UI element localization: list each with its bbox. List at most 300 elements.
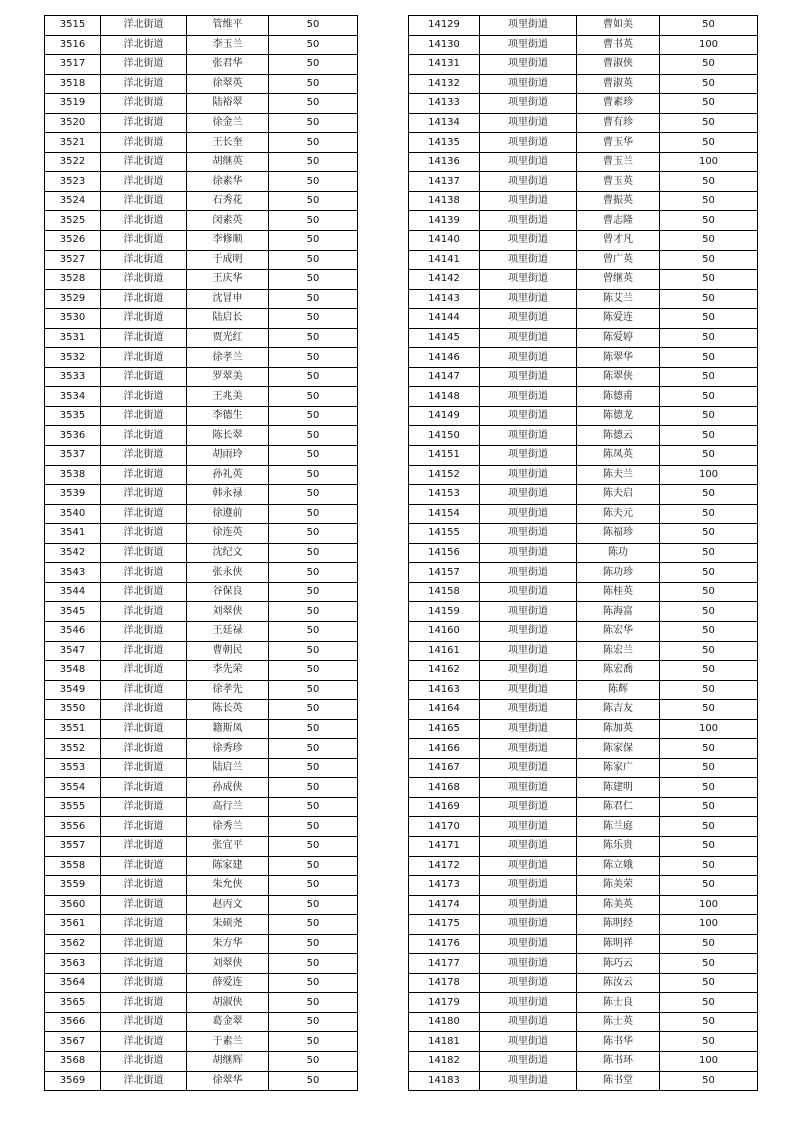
- amount-cell: 50: [660, 778, 758, 798]
- amount-cell: 100: [660, 1051, 758, 1071]
- amount-cell: 50: [660, 621, 758, 641]
- street-cell: 项里街道: [480, 700, 577, 720]
- street-cell: 项里街道: [480, 836, 577, 856]
- amount-cell: 50: [269, 309, 358, 329]
- street-cell: 洋北街道: [101, 55, 187, 75]
- table-row: [409, 35, 758, 55]
- record-id-cell: 14174: [409, 895, 480, 915]
- person-name-cell: 高行兰: [187, 797, 269, 817]
- amount-cell: 50: [660, 133, 758, 153]
- table-row: [45, 133, 358, 153]
- amount-cell: 50: [660, 172, 758, 192]
- left-roster-table: [44, 15, 358, 1091]
- person-name-cell: 朱硕尧: [187, 915, 269, 935]
- person-name-cell: 陈美荣: [577, 876, 660, 896]
- person-name-cell: 曾广英: [577, 250, 660, 270]
- person-name-cell: 陆裕翠: [187, 94, 269, 114]
- person-name-cell: 陈长翠: [187, 426, 269, 446]
- table-row: [45, 328, 358, 348]
- left-table-body: [45, 16, 358, 1091]
- amount-cell: 50: [269, 289, 358, 309]
- table-row: [409, 934, 758, 954]
- table-row: [45, 387, 358, 407]
- person-name-cell: 张永侠: [187, 563, 269, 583]
- person-name-cell: 曹书英: [577, 35, 660, 55]
- amount-cell: 50: [660, 954, 758, 974]
- table-row: [45, 250, 358, 270]
- record-id-cell: 14168: [409, 778, 480, 798]
- street-cell: 项里街道: [480, 934, 577, 954]
- amount-cell: 50: [269, 602, 358, 622]
- street-cell: 项里街道: [480, 250, 577, 270]
- street-cell: 洋北街道: [101, 1051, 187, 1071]
- person-name-cell: 陈德龙: [577, 406, 660, 426]
- record-id-cell: 14183: [409, 1071, 480, 1091]
- table-row: [409, 993, 758, 1013]
- street-cell: 项里街道: [480, 817, 577, 837]
- amount-cell: 100: [660, 152, 758, 172]
- person-name-cell: 陈建明: [577, 778, 660, 798]
- record-id-cell: 3543: [45, 563, 101, 583]
- table-row: [45, 680, 358, 700]
- person-name-cell: 徐金兰: [187, 113, 269, 133]
- street-cell: 洋北街道: [101, 719, 187, 739]
- person-name-cell: 徐翠英: [187, 74, 269, 94]
- record-id-cell: 3567: [45, 1032, 101, 1052]
- amount-cell: 50: [269, 152, 358, 172]
- person-name-cell: 曹志隆: [577, 211, 660, 231]
- person-name-cell: 徐连英: [187, 524, 269, 544]
- amount-cell: 50: [269, 446, 358, 466]
- street-cell: 洋北街道: [101, 876, 187, 896]
- person-name-cell: 陈翠华: [577, 348, 660, 368]
- record-id-cell: 14177: [409, 954, 480, 974]
- person-name-cell: 曹玉华: [577, 133, 660, 153]
- person-name-cell: 曹玉兰: [577, 152, 660, 172]
- record-id-cell: 3569: [45, 1071, 101, 1091]
- record-id-cell: 14148: [409, 387, 480, 407]
- amount-cell: 50: [269, 876, 358, 896]
- amount-cell: 50: [269, 973, 358, 993]
- street-cell: 项里街道: [480, 1012, 577, 1032]
- amount-cell: 50: [269, 915, 358, 935]
- table-row: [45, 406, 358, 426]
- table-row: [45, 426, 358, 446]
- amount-cell: 50: [269, 954, 358, 974]
- street-cell: 洋北街道: [101, 426, 187, 446]
- amount-cell: 50: [660, 1012, 758, 1032]
- person-name-cell: 徐孝兰: [187, 348, 269, 368]
- record-id-cell: 14165: [409, 719, 480, 739]
- record-id-cell: 3520: [45, 113, 101, 133]
- amount-cell: 50: [269, 993, 358, 1013]
- table-row: [409, 16, 758, 36]
- record-id-cell: 14152: [409, 465, 480, 485]
- record-id-cell: 14176: [409, 934, 480, 954]
- record-id-cell: 14180: [409, 1012, 480, 1032]
- record-id-cell: 14153: [409, 485, 480, 505]
- street-cell: 洋北街道: [101, 915, 187, 935]
- amount-cell: 50: [660, 1032, 758, 1052]
- person-name-cell: 陈德甫: [577, 387, 660, 407]
- table-row: [45, 504, 358, 524]
- record-id-cell: 3568: [45, 1051, 101, 1071]
- street-cell: 洋北街道: [101, 1032, 187, 1052]
- person-name-cell: 陈立娥: [577, 856, 660, 876]
- record-id-cell: 14170: [409, 817, 480, 837]
- street-cell: 洋北街道: [101, 270, 187, 290]
- record-id-cell: 3523: [45, 172, 101, 192]
- street-cell: 洋北街道: [101, 543, 187, 563]
- amount-cell: 50: [269, 895, 358, 915]
- record-id-cell: 3558: [45, 856, 101, 876]
- street-cell: 项里街道: [480, 231, 577, 251]
- person-name-cell: 王兆美: [187, 387, 269, 407]
- amount-cell: 50: [660, 74, 758, 94]
- record-id-cell: 3536: [45, 426, 101, 446]
- person-name-cell: 徐素华: [187, 172, 269, 192]
- table-row: [409, 172, 758, 192]
- table-row: [409, 915, 758, 935]
- table-row: [45, 1032, 358, 1052]
- street-cell: 洋北街道: [101, 602, 187, 622]
- person-name-cell: 孙成侠: [187, 778, 269, 798]
- record-id-cell: 14167: [409, 758, 480, 778]
- amount-cell: 50: [660, 817, 758, 837]
- table-row: [409, 602, 758, 622]
- table-row: [45, 582, 358, 602]
- street-cell: 洋北街道: [101, 563, 187, 583]
- record-id-cell: 14149: [409, 406, 480, 426]
- street-cell: 洋北街道: [101, 582, 187, 602]
- table-row: [409, 876, 758, 896]
- street-cell: 洋北街道: [101, 836, 187, 856]
- street-cell: 项里街道: [480, 856, 577, 876]
- amount-cell: 50: [269, 485, 358, 505]
- table-row: [409, 739, 758, 759]
- amount-cell: 50: [269, 739, 358, 759]
- person-name-cell: 陈功珍: [577, 563, 660, 583]
- street-cell: 洋北街道: [101, 465, 187, 485]
- street-cell: 洋北街道: [101, 504, 187, 524]
- table-row: [409, 270, 758, 290]
- amount-cell: 50: [660, 856, 758, 876]
- amount-cell: 50: [660, 876, 758, 896]
- record-id-cell: 14136: [409, 152, 480, 172]
- street-cell: 项里街道: [480, 211, 577, 231]
- street-cell: 洋北街道: [101, 661, 187, 681]
- record-id-cell: 3540: [45, 504, 101, 524]
- table-row: [45, 16, 358, 36]
- record-id-cell: 3537: [45, 446, 101, 466]
- person-name-cell: 张君华: [187, 55, 269, 75]
- record-id-cell: 3566: [45, 1012, 101, 1032]
- street-cell: 洋北街道: [101, 309, 187, 329]
- amount-cell: 50: [660, 309, 758, 329]
- street-cell: 项里街道: [480, 309, 577, 329]
- amount-cell: 100: [660, 465, 758, 485]
- record-id-cell: 14162: [409, 661, 480, 681]
- table-row: [45, 739, 358, 759]
- table-row: [45, 191, 358, 211]
- street-cell: 项里街道: [480, 387, 577, 407]
- person-name-cell: 曾才凡: [577, 231, 660, 251]
- record-id-cell: 3542: [45, 543, 101, 563]
- person-name-cell: 陈明经: [577, 915, 660, 935]
- table-row: [409, 758, 758, 778]
- record-id-cell: 3560: [45, 895, 101, 915]
- table-row: [409, 328, 758, 348]
- person-name-cell: 胡淑侠: [187, 993, 269, 1013]
- person-name-cell: 陈夫兰: [577, 465, 660, 485]
- person-name-cell: 胡雨玲: [187, 446, 269, 466]
- amount-cell: 50: [269, 113, 358, 133]
- street-cell: 洋北街道: [101, 113, 187, 133]
- amount-cell: 50: [269, 661, 358, 681]
- amount-cell: 50: [269, 74, 358, 94]
- street-cell: 项里街道: [480, 465, 577, 485]
- record-id-cell: 3531: [45, 328, 101, 348]
- record-id-cell: 3550: [45, 700, 101, 720]
- person-name-cell: 陈宏兰: [577, 641, 660, 661]
- person-name-cell: 陈长英: [187, 700, 269, 720]
- record-id-cell: 14129: [409, 16, 480, 36]
- street-cell: 洋北街道: [101, 191, 187, 211]
- person-name-cell: 石秀花: [187, 191, 269, 211]
- record-id-cell: 3553: [45, 758, 101, 778]
- table-row: [45, 973, 358, 993]
- amount-cell: 50: [269, 133, 358, 153]
- street-cell: 项里街道: [480, 74, 577, 94]
- amount-cell: 50: [269, 797, 358, 817]
- table-row: [409, 387, 758, 407]
- person-name-cell: 陈巧云: [577, 954, 660, 974]
- amount-cell: 50: [269, 94, 358, 114]
- street-cell: 洋北街道: [101, 641, 187, 661]
- amount-cell: 50: [660, 739, 758, 759]
- amount-cell: 50: [269, 836, 358, 856]
- right-table-body: [409, 16, 758, 1091]
- street-cell: 洋北街道: [101, 387, 187, 407]
- record-id-cell: 14139: [409, 211, 480, 231]
- person-name-cell: 陈书环: [577, 1051, 660, 1071]
- amount-cell: 50: [269, 426, 358, 446]
- amount-cell: 50: [660, 485, 758, 505]
- street-cell: 洋北街道: [101, 446, 187, 466]
- record-id-cell: 3521: [45, 133, 101, 153]
- amount-cell: 50: [660, 270, 758, 290]
- record-id-cell: 3562: [45, 934, 101, 954]
- table-row: [409, 856, 758, 876]
- street-cell: 项里街道: [480, 35, 577, 55]
- amount-cell: 50: [660, 797, 758, 817]
- street-cell: 项里街道: [480, 641, 577, 661]
- amount-cell: 50: [269, 543, 358, 563]
- record-id-cell: 14130: [409, 35, 480, 55]
- person-name-cell: 籍斯凤: [187, 719, 269, 739]
- street-cell: 洋北街道: [101, 406, 187, 426]
- amount-cell: 50: [660, 191, 758, 211]
- record-id-cell: 14169: [409, 797, 480, 817]
- amount-cell: 50: [269, 270, 358, 290]
- person-name-cell: 李德生: [187, 406, 269, 426]
- table-row: [45, 1051, 358, 1071]
- amount-cell: 50: [660, 426, 758, 446]
- record-id-cell: 3541: [45, 524, 101, 544]
- amount-cell: 50: [269, 387, 358, 407]
- street-cell: 项里街道: [480, 778, 577, 798]
- table-row: [409, 797, 758, 817]
- table-row: [45, 211, 358, 231]
- street-cell: 项里街道: [480, 758, 577, 778]
- street-cell: 洋北街道: [101, 16, 187, 36]
- record-id-cell: 3551: [45, 719, 101, 739]
- record-id-cell: 14146: [409, 348, 480, 368]
- record-id-cell: 14133: [409, 94, 480, 114]
- person-name-cell: 王廷禄: [187, 621, 269, 641]
- record-id-cell: 14159: [409, 602, 480, 622]
- amount-cell: 50: [660, 524, 758, 544]
- record-id-cell: 3565: [45, 993, 101, 1013]
- record-id-cell: 3539: [45, 485, 101, 505]
- table-row: [409, 700, 758, 720]
- table-row: [409, 1012, 758, 1032]
- amount-cell: 50: [269, 406, 358, 426]
- amount-cell: 50: [269, 1051, 358, 1071]
- table-row: [45, 934, 358, 954]
- table-row: [45, 289, 358, 309]
- street-cell: 洋北街道: [101, 328, 187, 348]
- amount-cell: 50: [660, 1071, 758, 1091]
- record-id-cell: 14158: [409, 582, 480, 602]
- record-id-cell: 14166: [409, 739, 480, 759]
- record-id-cell: 14137: [409, 172, 480, 192]
- amount-cell: 50: [269, 700, 358, 720]
- record-id-cell: 14172: [409, 856, 480, 876]
- amount-cell: 50: [660, 348, 758, 368]
- table-row: [409, 485, 758, 505]
- amount-cell: 50: [660, 504, 758, 524]
- street-cell: 洋北街道: [101, 797, 187, 817]
- street-cell: 项里街道: [480, 895, 577, 915]
- table-row: [409, 719, 758, 739]
- street-cell: 洋北街道: [101, 680, 187, 700]
- amount-cell: 50: [660, 231, 758, 251]
- person-name-cell: 陈宏华: [577, 621, 660, 641]
- amount-cell: 50: [269, 348, 358, 368]
- amount-cell: 50: [269, 465, 358, 485]
- record-id-cell: 14138: [409, 191, 480, 211]
- street-cell: 洋北街道: [101, 133, 187, 153]
- street-cell: 项里街道: [480, 582, 577, 602]
- record-id-cell: 3524: [45, 191, 101, 211]
- person-name-cell: 曹如美: [577, 16, 660, 36]
- amount-cell: 50: [660, 582, 758, 602]
- person-name-cell: 陈爱连: [577, 309, 660, 329]
- amount-cell: 50: [269, 817, 358, 837]
- person-name-cell: 陈书华: [577, 1032, 660, 1052]
- record-id-cell: 14173: [409, 876, 480, 896]
- table-row: [45, 817, 358, 837]
- amount-cell: 50: [660, 94, 758, 114]
- person-name-cell: 徐孝先: [187, 680, 269, 700]
- table-row: [409, 504, 758, 524]
- record-id-cell: 3549: [45, 680, 101, 700]
- person-name-cell: 张宜平: [187, 836, 269, 856]
- amount-cell: 50: [269, 524, 358, 544]
- person-name-cell: 李修顺: [187, 231, 269, 251]
- amount-cell: 50: [660, 446, 758, 466]
- person-name-cell: 陈兰庭: [577, 817, 660, 837]
- amount-cell: 50: [269, 191, 358, 211]
- amount-cell: 50: [269, 55, 358, 75]
- table-row: [409, 524, 758, 544]
- street-cell: 项里街道: [480, 563, 577, 583]
- person-name-cell: 李玉兰: [187, 35, 269, 55]
- street-cell: 洋北街道: [101, 817, 187, 837]
- record-id-cell: 14161: [409, 641, 480, 661]
- street-cell: 洋北街道: [101, 973, 187, 993]
- amount-cell: 50: [269, 641, 358, 661]
- street-cell: 洋北街道: [101, 739, 187, 759]
- person-name-cell: 陈翠侠: [577, 367, 660, 387]
- person-name-cell: 陈加英: [577, 719, 660, 739]
- amount-cell: 50: [660, 211, 758, 231]
- person-name-cell: 贾光红: [187, 328, 269, 348]
- table-row: [45, 231, 358, 251]
- street-cell: 项里街道: [480, 1071, 577, 1091]
- person-name-cell: 陈德云: [577, 426, 660, 446]
- record-id-cell: 14181: [409, 1032, 480, 1052]
- amount-cell: 50: [660, 700, 758, 720]
- table-row: [45, 270, 358, 290]
- person-name-cell: 曹朝民: [187, 641, 269, 661]
- table-row: [45, 778, 358, 798]
- record-id-cell: 14175: [409, 915, 480, 935]
- record-id-cell: 3528: [45, 270, 101, 290]
- amount-cell: 100: [660, 719, 758, 739]
- table-row: [45, 172, 358, 192]
- amount-cell: 50: [269, 856, 358, 876]
- record-id-cell: 14140: [409, 231, 480, 251]
- table-row: [409, 446, 758, 466]
- person-name-cell: 陈宏喬: [577, 661, 660, 681]
- street-cell: 洋北街道: [101, 485, 187, 505]
- table-row: [409, 563, 758, 583]
- record-id-cell: 3516: [45, 35, 101, 55]
- table-row: [45, 524, 358, 544]
- record-id-cell: 3554: [45, 778, 101, 798]
- record-id-cell: 3555: [45, 797, 101, 817]
- record-id-cell: 14157: [409, 563, 480, 583]
- record-id-cell: 14131: [409, 55, 480, 75]
- person-name-cell: 陈艾兰: [577, 289, 660, 309]
- amount-cell: 100: [660, 35, 758, 55]
- record-id-cell: 14151: [409, 446, 480, 466]
- table-row: [409, 250, 758, 270]
- record-id-cell: 14171: [409, 836, 480, 856]
- person-name-cell: 胡继英: [187, 152, 269, 172]
- table-row: [409, 954, 758, 974]
- table-row: [45, 485, 358, 505]
- record-id-cell: 3556: [45, 817, 101, 837]
- person-name-cell: 陈家建: [187, 856, 269, 876]
- person-name-cell: 陈夫启: [577, 485, 660, 505]
- table-row: [409, 231, 758, 251]
- street-cell: 洋北街道: [101, 94, 187, 114]
- person-name-cell: 陈辉: [577, 680, 660, 700]
- person-name-cell: 陈士英: [577, 1012, 660, 1032]
